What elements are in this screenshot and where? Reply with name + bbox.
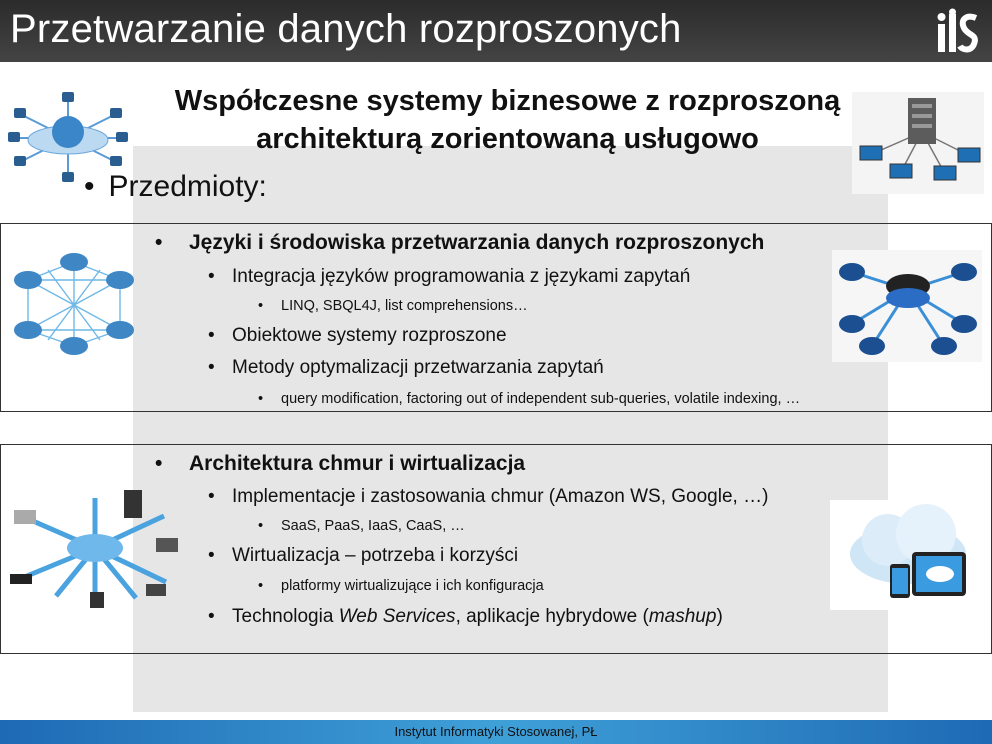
section2-item2-sub: • platformy wirtualizujące i ich konfiguracja [258, 578, 544, 594]
section2-item3: • Technologia Web Services, aplikacje hybrydowe (mashup) [208, 606, 723, 627]
section2-item1-sub: • SaaS, PaaS, IaaS, CaaS, … [258, 518, 465, 534]
database-mesh-icon [8, 250, 140, 358]
slide-title: Przetwarzanie danych rozproszonych [10, 7, 682, 51]
section2-heading: • Architektura chmur i wirtualizacja [155, 452, 526, 475]
section1-item1: • Integracja języków programowania z językami zapytań [208, 266, 691, 287]
section2-item2: • Wirtualizacja – potrzeba i korzyści [208, 545, 519, 566]
title-bar [0, 0, 992, 62]
cloud-tablet-icon [830, 500, 982, 610]
database-star-icon [832, 250, 982, 362]
iis-logo-icon [936, 8, 980, 54]
section1-item3-sub: • query modification, factoring out of independent sub-queries, volatile indexing, … [258, 391, 801, 407]
subtitle-line-2: architekturą zorientowaną usługowo [256, 123, 759, 155]
section1-item2: • Obiektowe systemy rozproszone [208, 325, 507, 346]
section1-heading: • Języki i środowiska przetwarzania danych rozproszonych [155, 231, 765, 254]
section1-item1-sub: • LINQ, SBQL4J, list comprehensions… [258, 298, 528, 314]
main-bullet-label: Przedmioty: [108, 170, 267, 203]
main-bullet [84, 170, 267, 204]
cloud-devices-icon [6, 488, 184, 612]
subtitle-line-1: Współczesne systemy biznesowe z rozproszoną [174, 85, 841, 117]
slide-subtitle [100, 82, 915, 158]
section1-item3: • Metody optymalizacji przetwarzania zapytań [208, 357, 604, 378]
footer-bar [0, 720, 992, 744]
footer-text: Instytut Informatyki Stosowanej, PŁ [394, 724, 598, 739]
bullet-icon: • [84, 170, 95, 203]
section2-item1: • Implementacje i zastosowania chmur (Amazon WS, Google, …) [208, 486, 769, 507]
